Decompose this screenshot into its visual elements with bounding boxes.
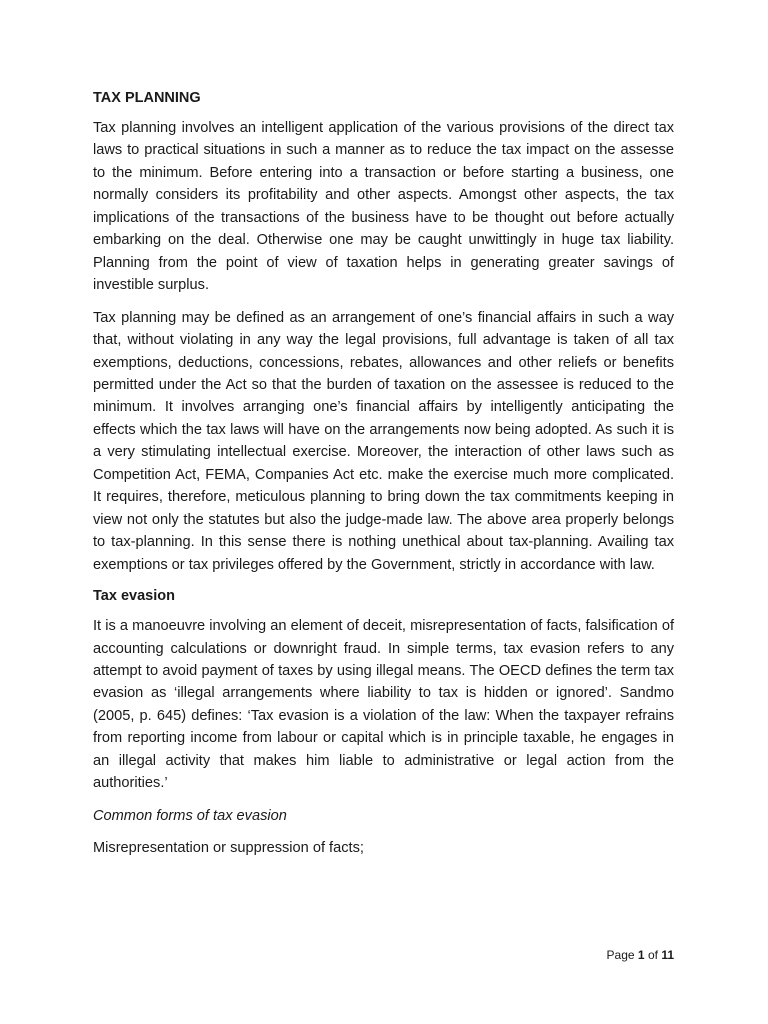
of-label: of: [647, 948, 658, 962]
evasion-paragraph: It is a manoeuvre involving an element of deceit, misrepresentation of facts, falsification of accounting calculations or downright fraud. In simple terms, tax evasion refers to any attempt to avoid payment of taxes by using illegal means. The OECD defines the term tax evasion as ‘illegal arrangements where liability to tax is hidden or ignored’. Sandmo (2005, p. 645) defines: ‘Tax evasion is a violation of the law: When the taxpayer refrains from reporting income from labour or capital which is in principle taxable, he engages in an illegal activity that makes him liable to administrative or legal action from the authorities.’: [93, 618, 674, 792]
forms-heading: Common forms of tax evasion: [93, 807, 287, 824]
total-pages-number: 11: [661, 948, 674, 962]
document-title: TAX PLANNING: [93, 90, 201, 106]
planning-paragraph-2: Tax planning may be defined as an arrangement of one’s financial affairs in such a way that, without violating in any way the legal provisions, full advantage is taken of all tax exemptions, deductions, concessions, rebates, allowances and other reliefs or benefits permitted under the Act so that the burden of taxation on the assessee is reduced to the minimum. It involves arranging one’s financial affairs by intelligently anticipating the effects which the tax laws will have on the arrangements now being adopted. As such it is a very stimulating intellectual exercise. Moreover, the interaction of other laws such as Competition Act, FEMA, Companies Act etc. make the exercise much more complicated. It requires, therefore, meticulous planning to bring down the tax commitments keeping in view not only the statutes but also the judge-made law. The above area properly belongs to tax-planning. In this sense there is nothing unethical about tax-planning. Availing tax exemptions or tax privileges offered by the Government, strictly in accordance with law.: [93, 309, 674, 573]
current-page-number: 1: [637, 948, 645, 962]
evasion-heading: Tax evasion: [93, 588, 175, 605]
planning-paragraph-1: Tax planning involves an intelligent application of the various provisions of the direct tax laws to practical situations in such a manner as to reduce the tax impact on the assesse to the minimum. Before entering into a transaction or before starting a business, one normally considers its profitability and other aspects. Amongst other aspects, the tax implications of the transactions of the business have to be thought out before actually embarking on the deal. Otherwise one may be caught unwittingly in huge tax liability. Planning from the point of view of taxation helps in generating greater savings of investible surplus.: [93, 120, 674, 294]
page-label: Page: [606, 948, 635, 962]
forms-first-item: Misrepresentation or suppression of facts;: [93, 839, 364, 856]
page-number-footer: [607, 946, 674, 964]
page-content: [93, 88, 674, 859]
